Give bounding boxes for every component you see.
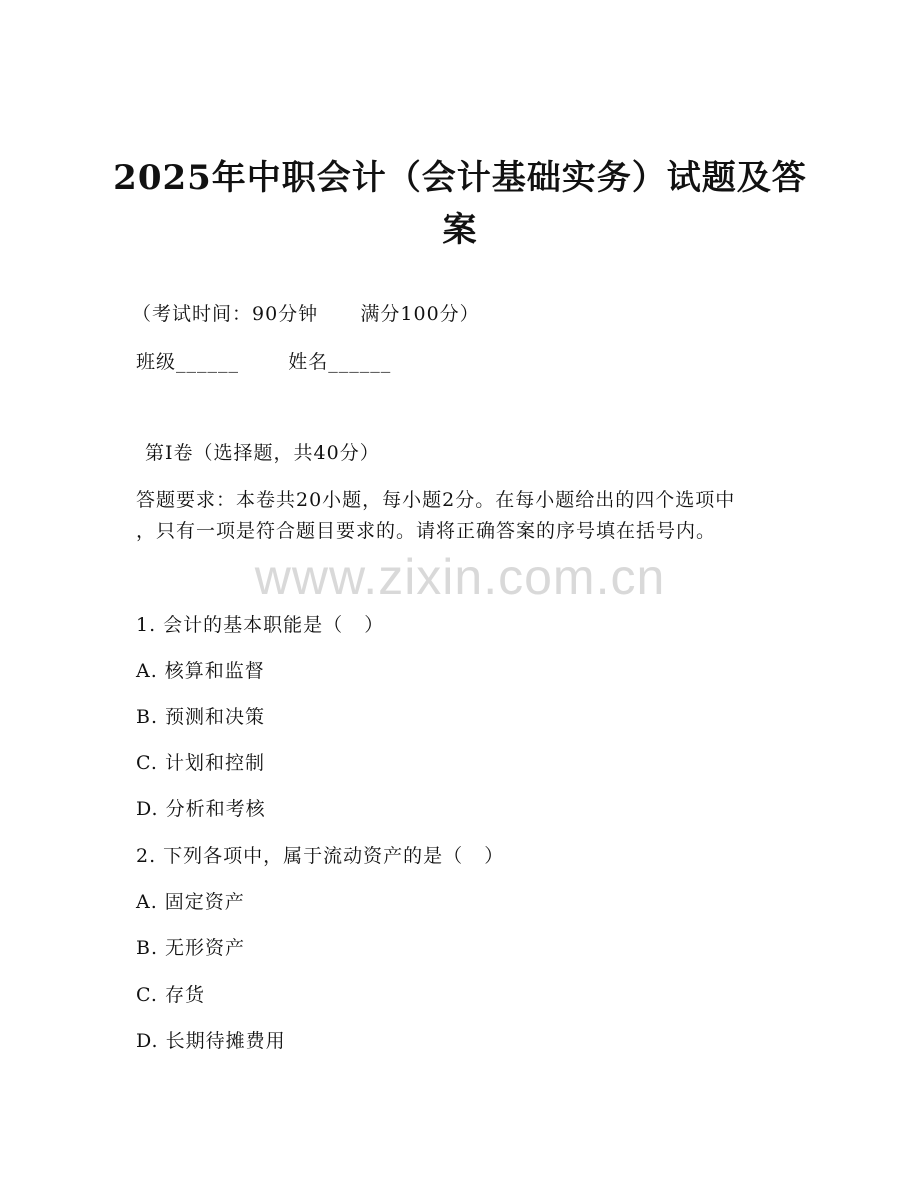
watermark: www.zixin.com.cn <box>254 549 666 605</box>
question-stem: 1. 会计的基本职能是（ ） <box>136 614 385 636</box>
option-c: C. 存货 <box>136 984 205 1006</box>
option-b: B. 无形资产 <box>136 937 246 959</box>
option-d: D. 分析和考核 <box>136 798 266 820</box>
option-b: B. 预测和决策 <box>136 706 266 728</box>
option-a: A. 固定资产 <box>136 891 245 913</box>
instructions-line-1: 答题要求：本卷共20小题，每小题2分。在每小题给出的四个选项中 <box>136 489 736 511</box>
exam-info: （考试时间：90分钟 满分100分） <box>132 303 480 325</box>
title-line-1: 2025年中职会计（会计基础实务）试题及答 <box>113 158 807 198</box>
student-fields: 班级______ 姓名______ <box>136 351 392 373</box>
document-title <box>110 152 810 256</box>
question-stem: 2. 下列各项中，属于流动资产的是（ ） <box>136 845 505 867</box>
title-line-2: 案 <box>442 210 478 250</box>
instructions-line-2: ，只有一项是符合题目要求的。请将正确答案的序号填在括号内。 <box>136 520 717 542</box>
option-d: D. 长期待摊费用 <box>136 1030 286 1052</box>
section-heading: 第Ⅰ卷（选择题，共40分） <box>138 442 380 464</box>
option-a: A. 核算和监督 <box>136 660 265 682</box>
option-c: C. 计划和控制 <box>136 752 265 774</box>
